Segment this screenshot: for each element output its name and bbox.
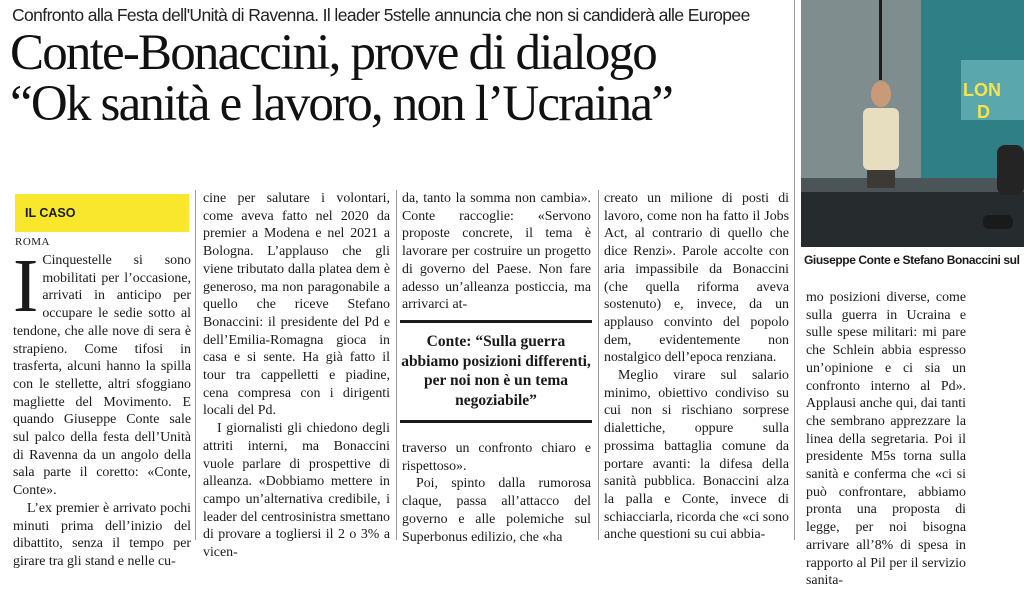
pull-quote: Conte: “Sulla guerra abbiamo posizioni differenti, per noi non è un tema negoziabile”: [400, 320, 592, 423]
paragraph: Poi, spinto dalla rumorosa claque, passa all’attacco del governo e alle polemiche sul Superbonus edilizio, che «ha: [402, 476, 591, 545]
paragraph: I giornalisti gli chiedono degli attriti interni, ma Bonaccini vuole parlare di prospettive di alleanza. «Dobbiamo mettere in campo un’alternativa credibile, i leader del centrosinistra smettano di provare a togliersi il 2 o 3% a vicen-: [203, 421, 390, 561]
article-column-5: [806, 289, 966, 590]
paragraph: L’ex premier è arrivato pochi minuti prima dell’inizio del dibattito, senza il tempo per girare tra gli stand e nelle cu-: [13, 500, 191, 569]
article-column-2: [203, 190, 390, 562]
headline-line-1: Conte-Bonaccini, prove di dialogo: [10, 25, 656, 81]
photo-illustration: [801, 0, 1024, 247]
photo-caption: Giuseppe Conte e Stefano Bonaccini sul: [804, 253, 1020, 267]
article-column-3-top: [402, 190, 591, 314]
column-rule: [195, 190, 196, 540]
paragraph: traverso un confronto chiaro e rispettoso».: [402, 441, 591, 474]
column-rule: [598, 190, 599, 540]
dateline: ROMA: [15, 236, 51, 248]
column-rule: [794, 0, 795, 540]
svg-text:D: D: [977, 102, 990, 122]
headline: [10, 25, 800, 132]
drop-cap: I: [13, 244, 39, 328]
section-badge: IL CASO: [15, 194, 189, 232]
svg-text:LON: LON: [963, 80, 1001, 100]
paragraph: Meglio virare sul salario minimo, obiettivo condiviso su cui non si rischiano sorprese dialettiche, oppure sulla prossima battaglia comune da portare avanti: la difesa della sanità pubblica. Bonaccini alza la palla e Conte, invece di schiacciarla, ricorda che «ci sono anche questioni su cui abbia-: [604, 368, 789, 543]
article-column-1: [13, 244, 191, 571]
paragraph: cine per salutare i volontari, come aveva fatto nel 2020 da premier a Modena e nel 2021 a Bologna. L’applauso che gli viene tributato dalla platea dem è generoso, ma non paragonabile a quello che riceve Stefano Bonaccini: il presidente del Pd e dell’Emilia-Romagna gioca in casa e si sente. Ha già fatto il tour tra cappelletti e piadine, cena compresa con i dirigenti locali del Pd.: [203, 191, 390, 419]
kicker: Confronto alla Festa dell'Unità di Ravenna. Il leader 5stelle annuncia che non si candiderà alle Europee: [12, 5, 750, 25]
headline-line-2: “Ok sanità e lavoro, non l’Ucraina”: [10, 76, 673, 132]
paragraph: creato un milione di posti di lavoro, come non ha fatto il Jobs Act, al contrario di quello che dice Renzi». Parole accolte con aria impassibile da Bonaccini (che quella riforma aveva sostenuto) e, invece, da un applauso convinto del popolo dem, evidentemente non nostalgico dell’epoca renziana.: [604, 191, 789, 366]
column-rule: [396, 190, 397, 540]
article-column-3-bottom: [402, 440, 591, 546]
paragraph: Cinquestelle si sono mobilitati per l’occasione, arrivati in anticipo per occupare le sedie sotto al tendone, che alle nove di sera è strapieno. Come tifosi in trasferta, alcuni hanno la spilla con le stellette, altri sfoggiano magliette del Movimento. E quando Giuseppe Conte sale sul palco della festa dell’Unità di Ravenna da un angolo della sala parte il coretto: «Conte, Conte».: [13, 253, 191, 499]
article-column-4: [604, 190, 789, 544]
photo: [801, 0, 1024, 247]
paragraph: mo posizioni diverse, come sulla guerra in Ucraina e sulle spese militari: mi pare che Schlein abbia espresso un’opinione e ci sia un confronto interno al Pd». Applausi anche qui, dai tanti che sembrano apprezzare la linea della segretaria. Poi il presidente M5s torna sulla sanità e conferma che «ci si può confrontare, abbiamo pronta una proposta di legge, per noi bisogna arrivare all’8% di spesa in rapporto al Pil per il servizio sanita-: [806, 290, 966, 589]
paragraph: da, tanto la somma non cambia». Conte raccoglie: «Servono proposte concrete, il tema è lavorare per costruire un progetto di governo del Paese. Non fare adesso un’alleanza posticcia, ma arrivarci at-: [402, 191, 591, 313]
